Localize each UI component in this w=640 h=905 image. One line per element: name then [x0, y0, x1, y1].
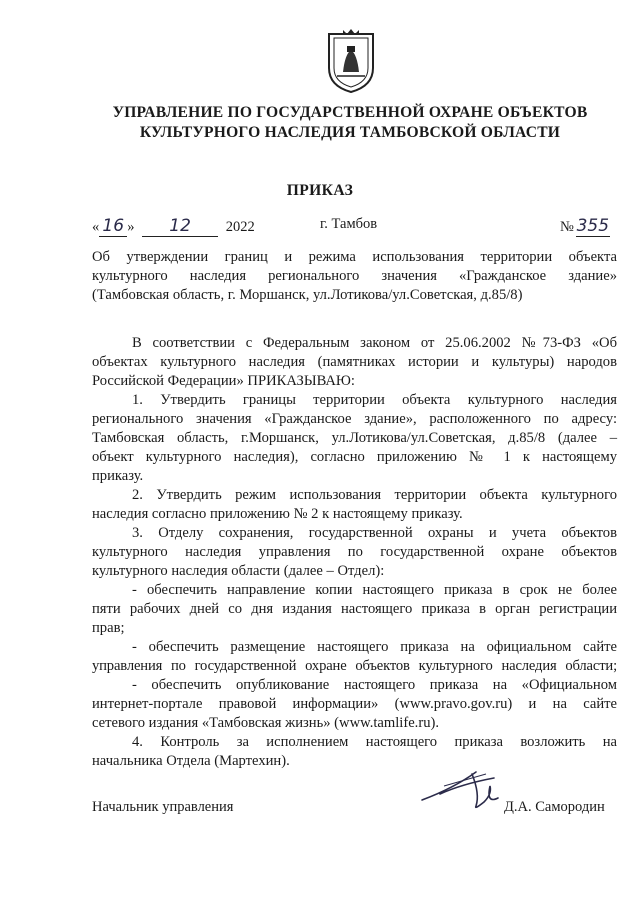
body-line: интернет-портале правовой информации» (www.pravo.gov.ru) и на сайте — [92, 696, 617, 712]
city: г. Тамбов — [320, 216, 378, 232]
date-day: 16 — [99, 216, 127, 237]
signatory-name: Д.А. Самородин — [504, 799, 605, 815]
body-line: объектах культурного наследия (памятниках истории и культуры) народов — [92, 354, 617, 370]
order-date — [92, 216, 255, 242]
body-line: 3. Отделу сохранения, государственной охраны и учета объектов — [132, 525, 617, 541]
date-year: 2022 — [225, 219, 255, 235]
body-line: начальника Отдела (Мартехин). — [92, 753, 290, 769]
order-number — [560, 216, 610, 242]
organization-name-line-1: УПРАВЛЕНИЕ ПО ГОСУДАРСТВЕННОЙ ОХРАНЕ ОБЪЕКТОВ — [112, 104, 588, 121]
body-line: приказу. — [92, 468, 144, 484]
handwritten-signature — [414, 764, 514, 814]
body-line: сетевого издания «Тамбовская жизнь» (www.tamlife.ru). — [92, 715, 439, 731]
body-line: 4. Контроль за исполнением настоящего приказа возложить на — [132, 734, 617, 750]
body-line: 1. Утвердить границы территории объекта культурного наследия — [132, 392, 617, 408]
body-line: - обеспечить опубликование настоящего приказа на «Официальном — [132, 677, 617, 693]
body-line: - обеспечить размещение настоящего приказа на официальном сайте — [132, 639, 617, 655]
number-value: 355 — [576, 216, 610, 236]
date-month: 12 — [142, 216, 218, 237]
body-line: пяти рабочих дней со дня издания настоящего приказа в орган регистрации — [92, 601, 617, 617]
number-sign: № — [560, 219, 574, 235]
body-line: Тамбовская область, г.Моршанск, ул.Лотикова/ул.Советская, д.85/8 (далее – — [92, 430, 617, 446]
subject-line: (Тамбовская область, г. Моршанск, ул.Лотикова/ул.Советская, д.85/8) — [92, 287, 523, 303]
body-line: наследия согласно приложению № 2 к настоящему приказу. — [92, 506, 463, 522]
subject-line: Об утверждении границ и режима использования территории объекта — [92, 249, 617, 265]
subject-line: культурного наследия регионального значения «Гражданское здание» — [92, 268, 617, 284]
body-line: управления по государственной охране объектов культурного наследия области; — [92, 658, 617, 674]
body-line: объект культурного наследия), согласно приложению № 1 к настоящему — [92, 449, 617, 465]
body-line: В соответствии с Федеральным законом от 25.06.2002 №73-ФЗ «Об — [132, 335, 617, 351]
body-line: 2. Утвердить режим использования территории объекта культурного — [132, 487, 617, 503]
body-line: - обеспечить направление копии настоящего приказа в срок не более — [132, 582, 617, 598]
document-title: ПРИКАЗ — [286, 182, 354, 199]
body-line: культурного наследия управления по государственной охране объектов — [92, 544, 617, 560]
date-open-quote: « — [92, 219, 100, 235]
date-close-quote: » — [127, 219, 135, 235]
coat-of-arms-emblem — [321, 28, 381, 94]
organization-name-line-2: КУЛЬТУРНОГО НАСЛЕДИЯ ТАМБОВСКОЙ ОБЛАСТИ — [139, 124, 561, 141]
body-line: регионального значения «Гражданское здание», расположенного по адресу: — [92, 411, 617, 427]
body-line: культурного наследия области (далее – Отдел): — [92, 563, 385, 579]
body-line: прав; — [92, 620, 125, 636]
signatory-position: Начальник управления — [92, 799, 234, 815]
body-line: Российской Федерации» ПРИКАЗЫВАЮ: — [92, 373, 355, 389]
